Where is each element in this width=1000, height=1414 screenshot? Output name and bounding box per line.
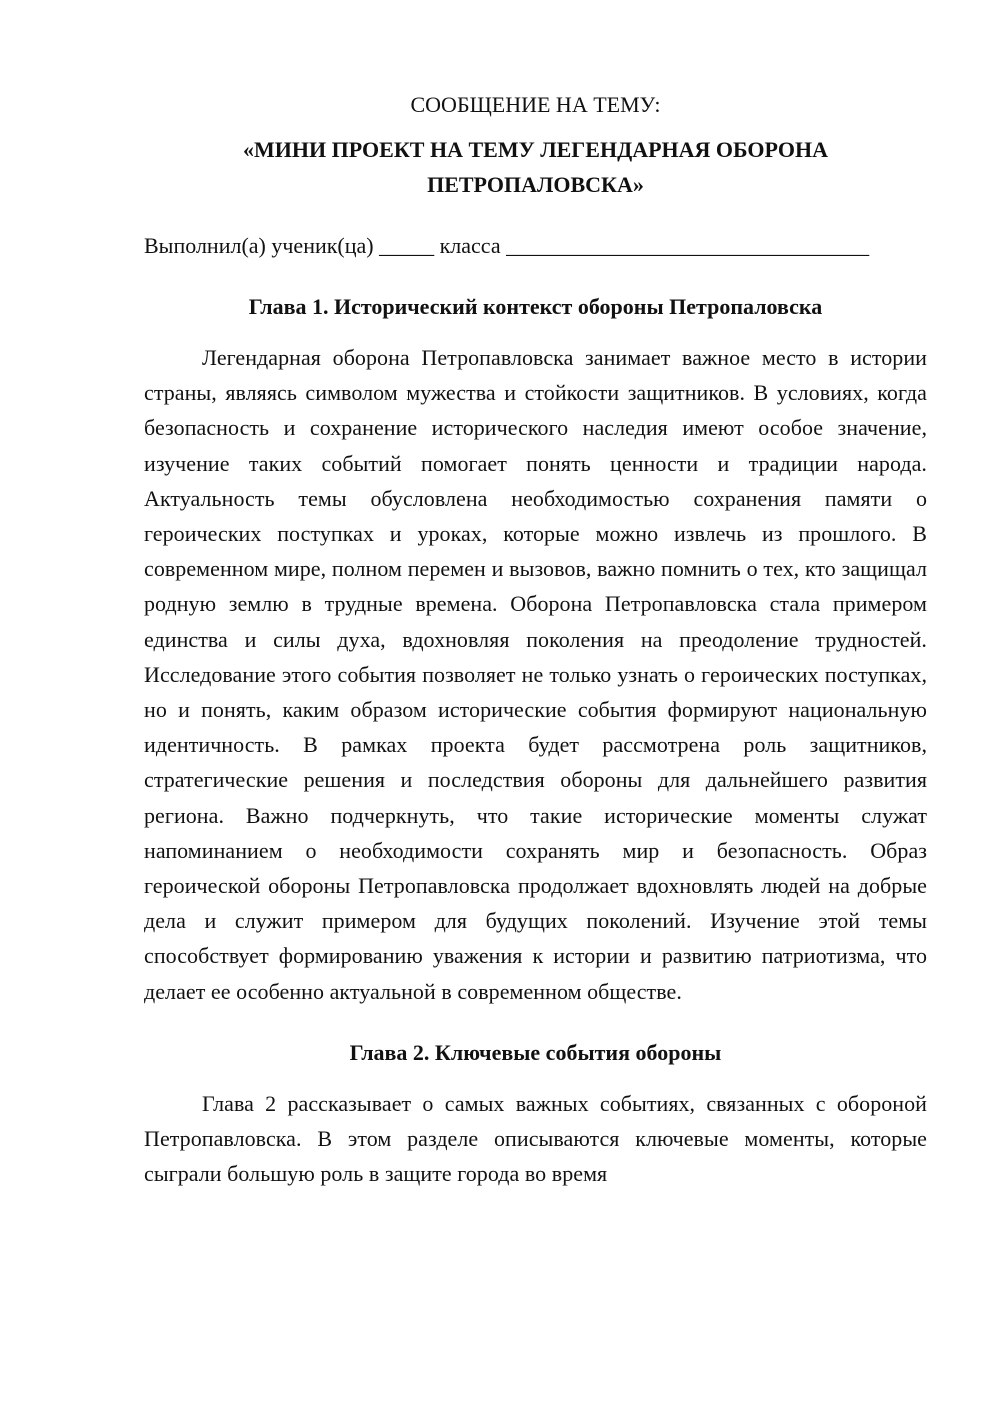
title-line-1: «МИНИ ПРОЕКТ НА ТЕМУ ЛЕГЕНДАРНАЯ ОБОРОНА — [243, 137, 828, 162]
document-header: СООБЩЕНИЕ НА ТЕМУ: — [410, 92, 661, 117]
document-title — [144, 132, 927, 202]
chapter-1-paragraph: Легендарная оборона Петропавловска занимает важное место в истории страны, являясь символом мужества и стойкости защитников. В условиях, когда безопасность и сохранение исторического наследия имеют особое значение, изучение таких событий помогает понять ценности и традиции народа. Актуальность темы обусловлена необходимостью сохранения памяти о героических поступках и уроках, которые можно извлечь из прошлого. В современном мире, полном перемен и вызовов, важно помнить о тех, кто защищал родную землю в трудные времена. Оборона Петропавловска стала примером единства и силы духа, вдохновляя поколения на преодоление трудностей. Исследование этого события позволяет не только узнать о героических поступках, но и понять, каким образом исторические события формируют национальную идентичность. В рамках проекта будет рассмотрена роль защитников, стратегические решения и последствия обороны для дальнейшего развития региона. Важно подчеркнуть, что такие исторические моменты служат напоминанием о необходимости сохранять мир и безопасность. Образ героической обороны Петропавловска продолжает вдохновлять людей на добрые дела и служит примером для будущих поколений. Изучение этой темы способствует формированию уважения к истории и развитию патриотизма, что делает ее особенно актуальной в современном обществе. — [144, 345, 927, 1004]
document-page — [144, 88, 927, 1192]
chapter-1-title: Глава 1. Исторический контекст обороны Петропаловска — [248, 294, 823, 319]
author-line: Выполнил(а) ученик(ца) _____ класса _________________________________ — [144, 233, 870, 258]
chapter-2-paragraph: Глава 2 рассказывает о самых важных событиях, связанных с обороной Петропавловска. В этом разделе описываются ключевые моменты, которые сыграли большую роль в защите города во время — [144, 1090, 927, 1187]
title-line-2: ПЕТРОПАЛОВСКА» — [427, 172, 644, 197]
chapter-2-title: Глава 2. Ключевые события обороны — [349, 1039, 722, 1065]
